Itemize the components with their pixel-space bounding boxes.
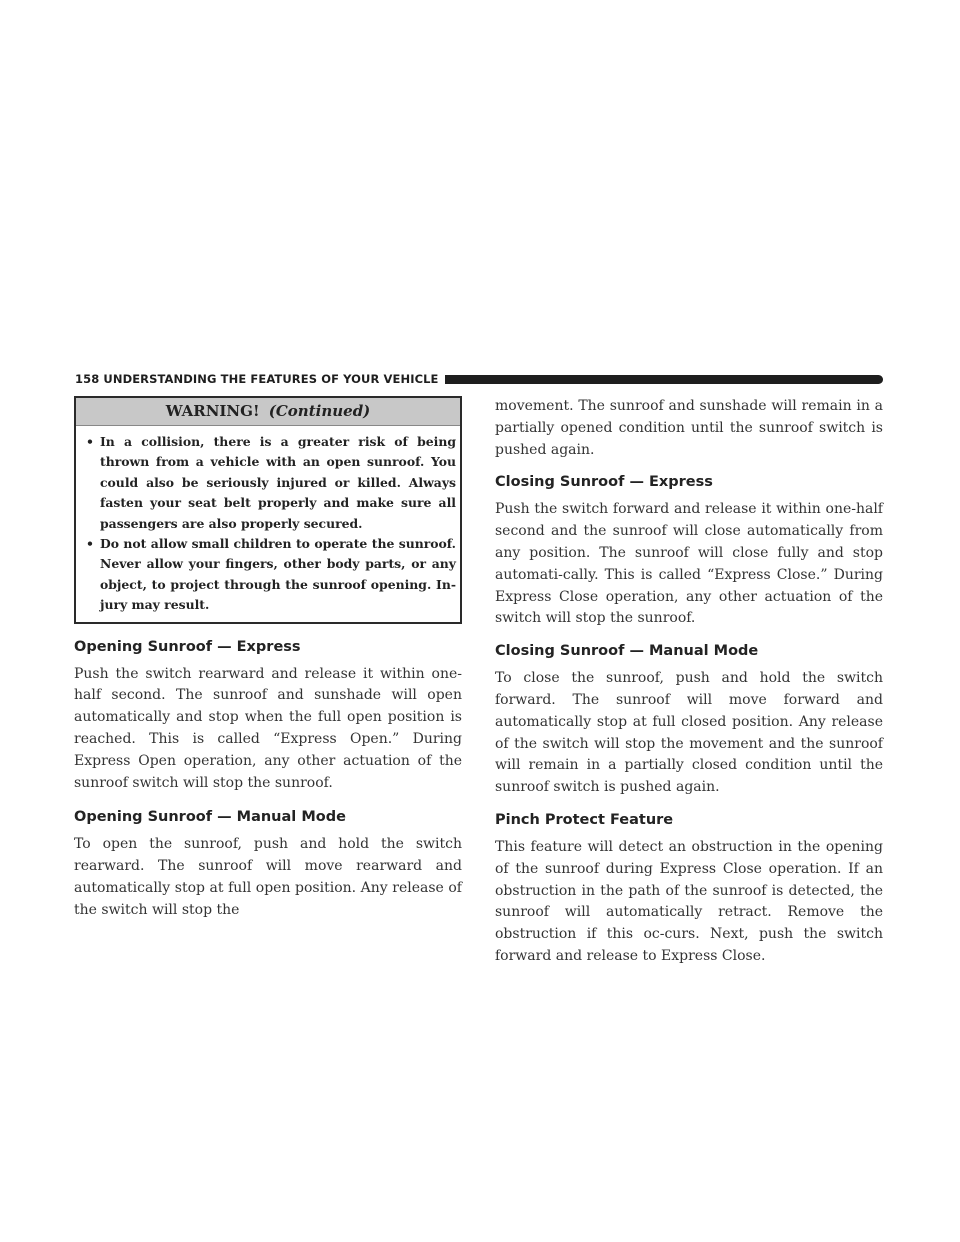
page-header <box>75 372 883 386</box>
warning-box <box>74 396 462 624</box>
continued-paragraph: movement. The sunroof and sunshade will remain in a partially opened condition until the sunroof switch is pushed again. <box>495 398 883 458</box>
bullet-icon: • <box>86 434 94 449</box>
warning-continued: (Continued) <box>268 402 371 420</box>
section-body-pinch-protect: This feature will detect an obstruction in the opening of the sunroof during Express Close operation. If an obstruction in the path of the sunroof is detected, the sunroof will automatically retract. Remove the obstruction if this oc-curs. Next, push the switch forward and release to Express Close. <box>495 838 883 964</box>
warning-item <box>84 534 456 616</box>
section-body-closing-express: Push the switch forward and release it within one-half second and the sunroof will close automatically from any position. The sunroof will close fully and stop automati-cally. This is called “Express Close.” During Express Close operation, any other actuation of the switch will stop the sunroof. <box>495 501 883 627</box>
right-column <box>495 396 883 968</box>
left-column <box>74 396 462 922</box>
section-heading-opening-express: Opening Sunroof — Express <box>74 638 301 655</box>
warning-item-text: Do not allow small children to operate the sunroof. Never allow your fingers, other body parts, or any object, to project through the sunroof opening. In-jury may result. <box>100 536 456 613</box>
page-header-text: 158 UNDERSTANDING THE FEATURES OF YOUR VEHICLE <box>75 372 439 386</box>
section-body-closing-manual: To close the sunroof, push and hold the switch forward. The sunroof will move forward and automatically stop at full closed position. Any release of the switch will stop the movement and the sunroof will remain in a partially closed condition until the sunroof switch is pushed again. <box>495 670 883 796</box>
bullet-icon: • <box>86 536 94 552</box>
warning-header <box>76 398 460 426</box>
warning-list <box>76 426 460 622</box>
section-heading-closing-express: Closing Sunroof — Express <box>495 474 713 491</box>
section-body-opening-express: Push the switch rearward and release it within one-half second. The sunroof and sunshade will open automatically and stop when the full open position is reached. This is called “Express Open.” During Express Open operation, any other actuation of the sunroof switch will stop the sunroof. <box>74 665 462 791</box>
section-body-opening-manual: To open the sunroof, push and hold the switch rearward. The sunroof will move rearward and automatically stop at full open position. Any release of the switch will stop the <box>74 836 462 918</box>
section-heading-closing-manual: Closing Sunroof — Manual Mode <box>495 643 759 660</box>
section-heading-opening-manual: Opening Sunroof — Manual Mode <box>74 809 346 826</box>
warning-item <box>84 432 456 534</box>
warning-item-text: In a collision, there is a greater risk of being thrown from a vehicle with an open sunroof. You could also be seriously injured or killed. Always fasten your seat belt properly and make sure all passengers are also properly secured. <box>100 434 456 531</box>
header-rule <box>445 375 883 384</box>
warning-title: WARNING! <box>165 402 260 420</box>
section-heading-pinch-protect: Pinch Protect Feature <box>495 811 674 828</box>
